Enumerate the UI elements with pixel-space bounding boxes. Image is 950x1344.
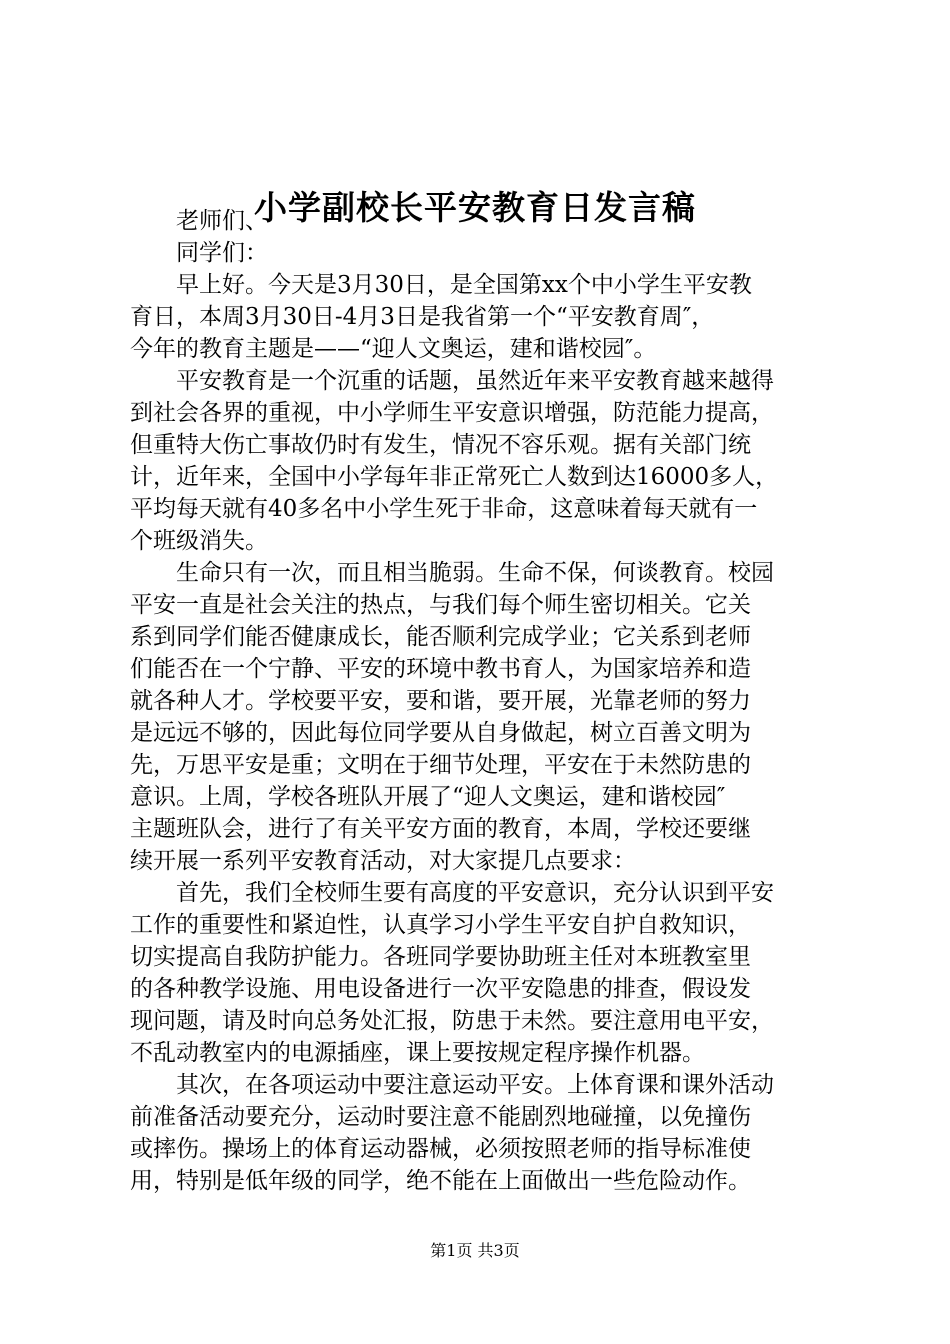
- paragraph-line: 的各种教学设施、用电设备进行一次平安隐患的排查，假设发: [130, 976, 751, 1002]
- paragraph-line: 意识。上周，学校各班队开展了“迎人文奥运，建和谐校园″: [130, 784, 726, 810]
- paragraph-line: 育日，本周3月30日-4月3日是我省第一个“平安教育周″，: [130, 304, 715, 330]
- paragraph-line: 们能否在一个宁静、平安的环境中教书育人，为国家培养和造: [130, 656, 751, 682]
- paragraph-line: 前准备活动要充分，运动时要注意不能剧烈地碰撞，以免撞伤: [130, 1104, 751, 1130]
- document-title: 小学副校长平安教育日发言稿: [254, 188, 696, 227]
- paragraph-line: 首先，我们全校师生要有高度的平安意识，充分认识到平安: [176, 880, 774, 906]
- paragraph-line: 用，特别是低年级的同学，绝不能在上面做出一些危险动作。: [130, 1168, 751, 1194]
- paragraph-line: 计，近年来，全国中小学每年非正常死亡人数到达16000多人，: [130, 464, 779, 490]
- paragraph-line: 主题班队会，进行了有关平安方面的教育，本周，学校还要继: [130, 816, 751, 842]
- paragraph-line: 平均每天就有40多名中小学生死于非命，这意味着每天就有一: [130, 496, 758, 522]
- salutation-students: 同学们：: [176, 240, 268, 266]
- paragraph-line: 不乱动教室内的电源插座，课上要按规定程序操作机器。: [130, 1040, 705, 1066]
- document-body: [130, 205, 836, 1197]
- paragraph-line: 生命只有一次，而且相当脆弱。生命不保，何谈教育。校园: [176, 560, 774, 586]
- paragraph-line: 其次，在各项运动中要注意运动平安。上体育课和课外活动: [176, 1072, 774, 1098]
- paragraph-line: 到社会各界的重视，中小学师生平安意识增强，防范能力提高，: [130, 400, 774, 426]
- paragraph-line: 切实提高自我防护能力。各班同学要协助班主任对本班教室里: [130, 944, 751, 970]
- paragraph-line: 续开展一系列平安教育活动，对大家提几点要求：: [130, 848, 636, 874]
- paragraph-line: 是远远不够的，因此每位同学要从自身做起，树立百善文明为: [130, 720, 751, 746]
- paragraph-line: 早上好。今天是3月30日，是全国第xx个中小学生平安教: [176, 272, 752, 298]
- paragraph-line: 平安教育是一个沉重的话题，虽然近年来平安教育越来越得: [176, 368, 774, 394]
- paragraph-line: 工作的重要性和紧迫性，认真学习小学生平安自护自救知识，: [130, 912, 751, 938]
- paragraph-line: 现问题，请及时向总务处汇报，防患于未然。要注意用电平安，: [130, 1008, 774, 1034]
- paragraph-line: 平安一直是社会关注的热点，与我们每个师生密切相关。它关: [130, 592, 751, 618]
- paragraph-line: 个班级消失。: [130, 528, 268, 554]
- paragraph-line: 今年的教育主题是——“迎人文奥运，建和谐校园″。: [130, 336, 657, 362]
- paragraph-line: 或摔伤。操场上的体育运动器械，必须按照老师的指导标准使: [130, 1136, 751, 1162]
- paragraph-line: 就各种人才。学校要平安，要和谐，要开展，光靠老师的努力: [130, 688, 751, 714]
- paragraph-line: 先，万思平安是重；文明在于细节处理，平安在于未然防患的: [130, 752, 751, 778]
- paragraph-line: 系到同学们能否健康成长，能否顺利完成学业；它关系到老师: [130, 624, 751, 650]
- page-footer: 第1页 共3页: [430, 1241, 520, 1260]
- salutation-teachers: 老师们、: [176, 208, 268, 234]
- paragraph-line: 但重特大伤亡事故仍时有发生，情况不容乐观。据有关部门统: [130, 432, 751, 458]
